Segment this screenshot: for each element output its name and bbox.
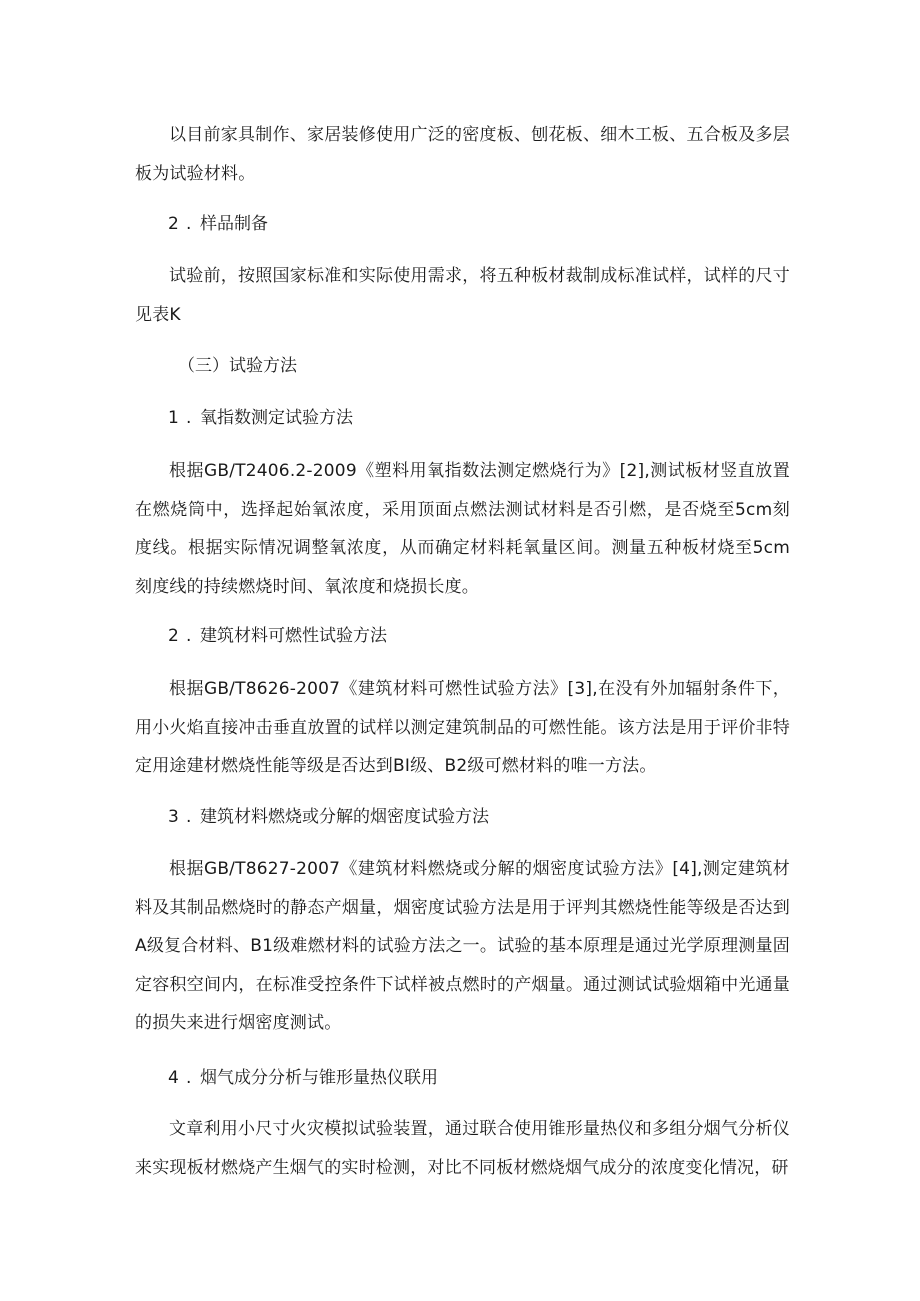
heading-number: 2 [168, 626, 179, 646]
heading-separator: . [186, 408, 192, 428]
heading-separator: . [186, 807, 192, 827]
heading-text: 样品制备 [200, 214, 268, 234]
heading-number: 3 [168, 807, 179, 827]
heading-number: 1 [168, 408, 179, 428]
oxygen-index-paragraph: 根据GB/T2406.2-2009《塑料用氧指数法测定燃烧行为》[2],测试板材竖直放置在燃烧筒中，选择起始氧浓度，采用顶面点燃法测试材料是否引燃，是否烧至5cm刻度线。根据实际情况调整氧浓度，从而确定材料耗氧量区间。测量五种板材烧至5cm刻度线的持续燃烧时间、氧浓度和烧损长度。 [135, 461, 790, 597]
heading-number: 4 [168, 1068, 179, 1088]
heading-gas-analysis [168, 1066, 438, 1090]
heading-separator: . [186, 1068, 192, 1088]
heading-text: 建筑材料燃烧或分解的烟密度试验方法 [200, 807, 489, 827]
heading-smoke-density [168, 805, 489, 829]
heading-number: 2 [168, 214, 179, 234]
heading-oxygen-index [168, 406, 353, 430]
heading-separator: . [186, 626, 192, 646]
heading-flammability [168, 624, 387, 648]
sample-prep-paragraph: 试验前，按照国家标准和实际使用需求，将五种板材裁制成标准试样，试样的尺寸见表K [135, 266, 790, 325]
heading-sample-preparation [168, 212, 268, 236]
heading-text: 建筑材料可燃性试验方法 [200, 626, 387, 646]
heading-separator: . [186, 214, 192, 234]
heading-text: 烟气成分分析与锥形量热仪联用 [200, 1068, 438, 1088]
smoke-density-paragraph: 根据GB/T8627-2007《建筑材料燃烧或分解的烟密度试验方法》[4],测定建筑材料及其制品燃烧时的静态产烟量，烟密度试验方法是用于评判其燃烧性能等级是否达到A级复合材料、B1级难燃材料的试验方法之一。试验的基本原理是通过光学原理测量固定容积空间内，在标准受控条件下试样被点燃时的产烟量。通过测试试验烟箱中光通量的损失来进行烟密度测试。 [135, 859, 790, 1033]
flammability-paragraph: 根据GB/T8626-2007《建筑材料可燃性试验方法》[3],在没有外加辐射条件下，用小火焰直接冲击垂直放置的试样以测定建筑制品的可燃性能。该方法是用于评价非特定用途建材燃烧性能等级是否达到BI级、B2级可燃材料的唯一方法。 [135, 679, 790, 776]
heading-text: 氧指数测定试验方法 [200, 408, 353, 428]
section-heading-test-methods: （三）试验方法 [178, 356, 297, 376]
gas-analysis-paragraph: 文章利用小尺寸火灾模拟试验装置，通过联合使用锥形量热仪和多组分烟气分析仪来实现板材燃烧产生烟气的实时检测，对比不同板材燃烧烟气成分的浓度变化情况，研 [135, 1119, 790, 1178]
materials-paragraph: 以目前家具制作、家居装修使用广泛的密度板、刨花板、细木工板、五合板及多层板为试验材料。 [135, 125, 790, 184]
